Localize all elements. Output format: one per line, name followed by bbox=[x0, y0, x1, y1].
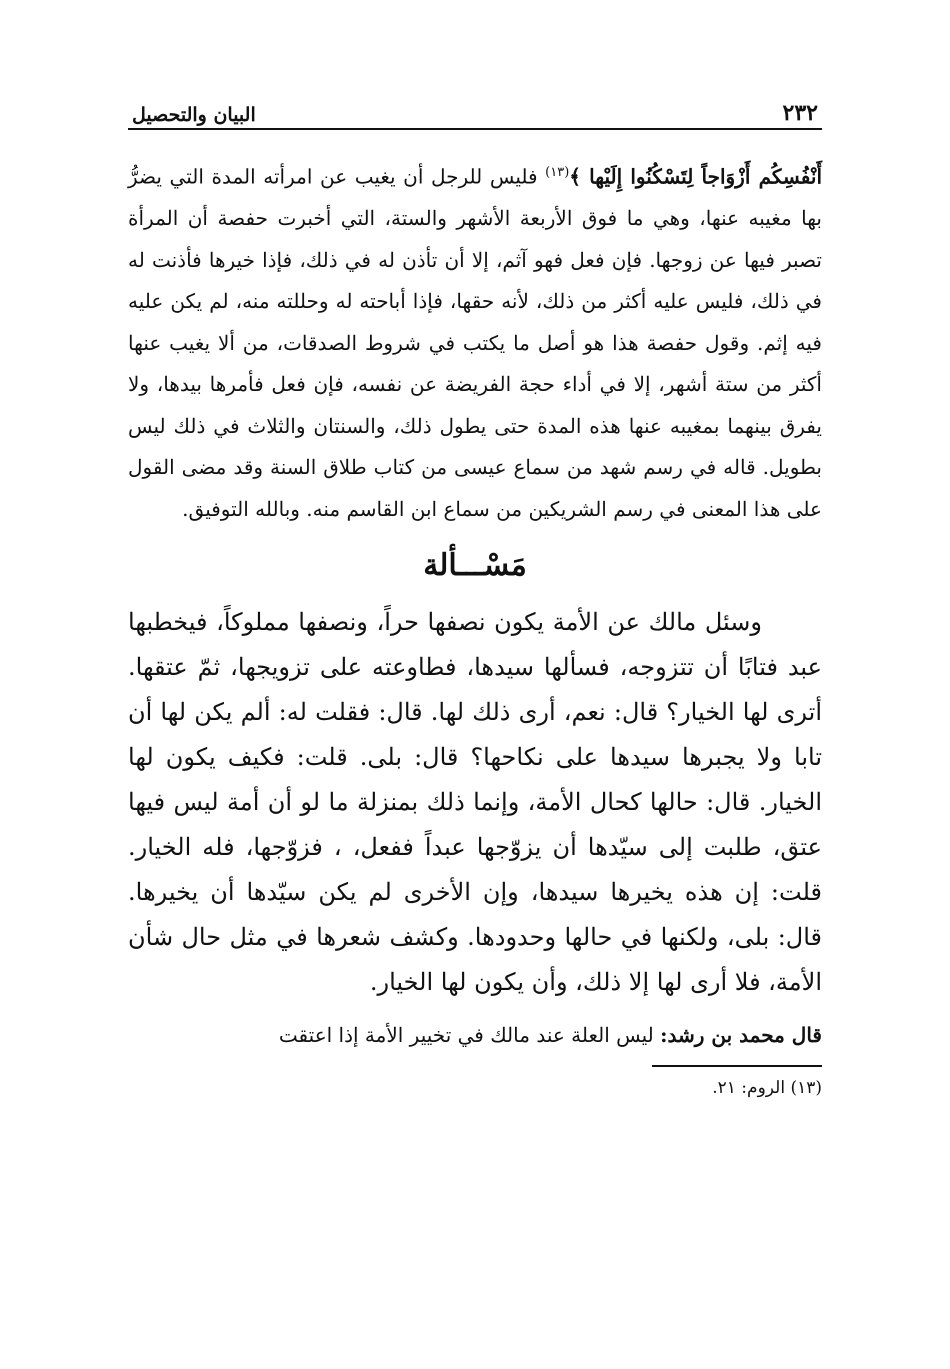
page-number: ٢٣٢ bbox=[782, 100, 818, 126]
running-header bbox=[128, 92, 822, 130]
footnote-reference: (١٣) bbox=[545, 165, 570, 180]
passage-paragraph bbox=[128, 152, 822, 530]
book-title: البيان والتحصيل bbox=[132, 104, 256, 126]
passage bbox=[128, 152, 822, 530]
commentary-text: ليس العلة عند مالك في تخيير الأمة إذا اعتقت bbox=[278, 1023, 654, 1048]
commentary-speaker: قال محمد بن رشد: bbox=[660, 1023, 822, 1048]
commentary-paragraph bbox=[128, 1015, 822, 1055]
footnote-divider bbox=[652, 1065, 822, 1067]
passage-text: فليس للرجل أن يغيب عن امرأته المدة التي يضرُّ بها مغيبه عنها، وهي ما فوق الأربعة الأشهر والستة، التي أخبرت حفصة أن المرأة تصبر فيها عن زوجها. فإن فعل فهو آثم، إلا أن تأذن له في ذلك، فإذا خيرها فأذنت له في ذلك، فليس عليه أكثر من ذلك، لأنه حقها، فإذا أباحته له وحللته منه، لم يكن عليه فيه إثم. وقول حفصة هذا هو أصل ما يكتب في شروط الصدقات، من ألا يغيب عنها أكثر من ستة أشهر، إلا في أداء حجة الفريضة عن نفسه، فإن فعل فأمرها بيدها، ولا يفرق بينهما بمغيبه عنها هذه المدة حتى يطول ذلك، والسنتان والثلاث في ذلك ليس بطويل. قاله في رسم شهد من سماع عيسى من كتاب طلاق السنة وقد مضى القول على هذا المعنى في رسم الشريكين من سماع ابن القاسم منه. وبالله التوفيق. bbox=[128, 164, 822, 521]
footnote: (١٣) الروم: ٢١. bbox=[712, 1078, 822, 1099]
book-page bbox=[128, 92, 822, 1103]
question-paragraph: وسئل مالك عن الأمة يكون نصفها حراً، ونصفها مملوكاً، فيخطبها عبد فتابًا أن تتزوجه، فسألها سيدها، فطاوعته على تزويجها، ثمّ عتقها. أترى لها الخيار؟ قال: نعم، أرى ذلك لها. قال: فقلت له: ألم يكن لها أن تابا ولا يجبرها سيدها على نكاحها؟ قال: بلى. قلت: فكيف يكون لها الخيار. قال: حالها كحال الأمة، وإنما ذلك بمنزلة ما لو أن أمة ليس فيها عتق، طلبت إلى سيّدها أن يزوّجها عبداً ففعل، ، فزوّجها، فله الخيار. قلت: إن هذه يخيرها سيدها، وإن الأخرى لم يكن سيّدها أن يخيرها. قال: بلى، ولكنها في حالها وحدودها. وكشف شعرها في مثل حال شأن الأمة، فلا أرى لها إلا ذلك، وأن يكون لها الخيار. bbox=[128, 608, 823, 997]
section-title: مَسْـــألة bbox=[423, 548, 527, 584]
quran-quote: أَنْفُسِكُم أَزْوَاجاً لِتَسْكُنُوا إِلَيْها ﴾ bbox=[569, 164, 823, 189]
